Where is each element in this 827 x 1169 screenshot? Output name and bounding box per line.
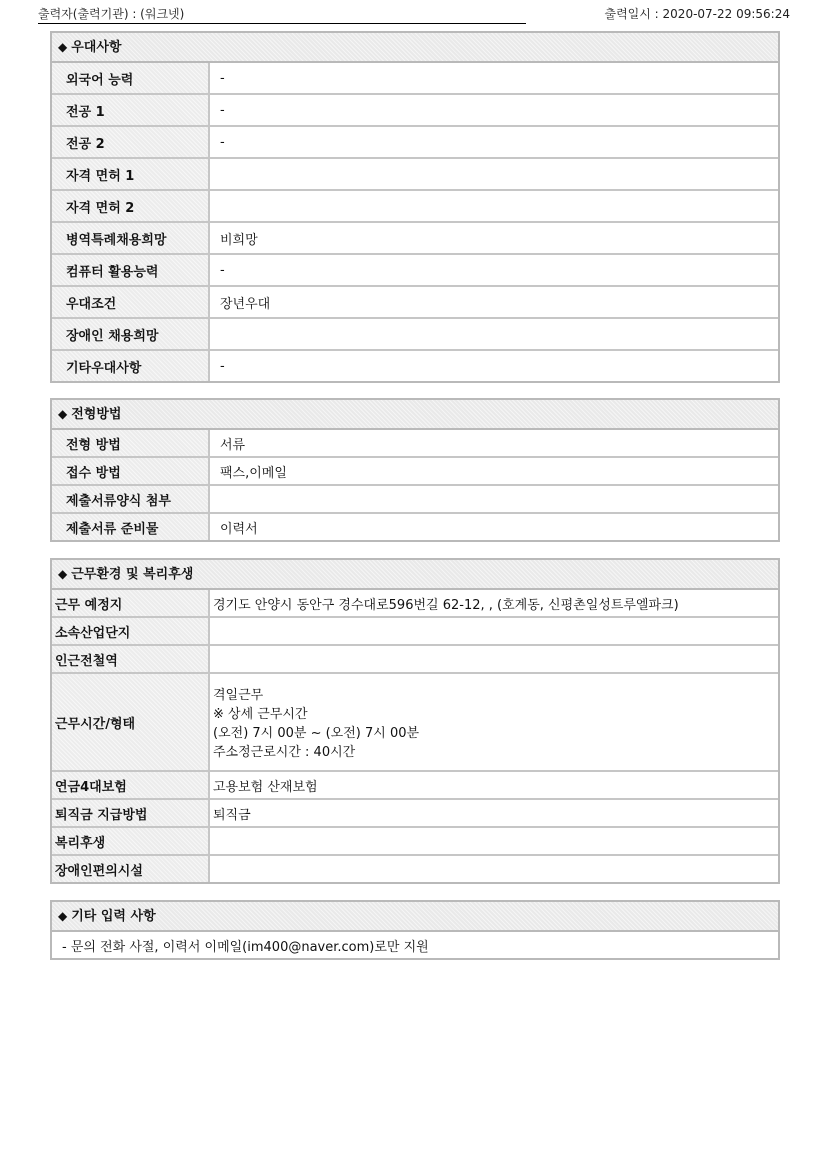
row-value — [210, 828, 778, 854]
etc-section-header — [52, 902, 778, 932]
work-hours-line: 격일근무 — [213, 688, 264, 703]
row-label: 외국어 능력 — [52, 63, 210, 93]
header-rule — [38, 23, 526, 24]
etc-section — [50, 900, 780, 960]
row-label: 제출서류 준비물 — [52, 514, 210, 540]
row-value: 퇴직금 — [213, 807, 251, 823]
table-row — [52, 800, 778, 828]
workenv-section-header — [52, 560, 778, 590]
table-row — [52, 430, 778, 458]
section-title: 기타 입력 사항 — [71, 909, 156, 924]
work-hours-line: 주소정근로시간 : 40시간 — [213, 745, 356, 760]
section-title: 근무환경 및 복리후생 — [71, 567, 194, 582]
row-label: 자격 면허 2 — [52, 191, 210, 221]
table-row — [52, 674, 778, 772]
row-label: 컴퓨터 활용능력 — [52, 255, 210, 285]
row-value: - — [220, 70, 225, 86]
selection-section — [50, 398, 780, 542]
row-value — [210, 486, 778, 512]
row-value: 이력서 — [220, 521, 258, 537]
table-row — [52, 159, 778, 191]
table-row — [52, 772, 778, 800]
selection-section-header — [52, 400, 778, 430]
row-label: 우대조건 — [52, 287, 210, 317]
table-row — [52, 223, 778, 255]
table-row — [52, 828, 778, 856]
etc-text: - 문의 전화 사절, 이력서 이메일(im400@naver.com)로만 지원 — [62, 939, 429, 955]
row-value: 장년우대 — [220, 296, 271, 312]
row-value: 서류 — [220, 437, 246, 453]
row-label: 근무 예정지 — [52, 590, 210, 616]
table-row — [52, 458, 778, 486]
preference-section — [50, 31, 780, 383]
preference-section-header — [52, 33, 778, 63]
row-label: 장애인 채용희망 — [52, 319, 210, 349]
row-label: 병역특례채용희망 — [52, 223, 210, 253]
row-label: 전형 방법 — [52, 430, 210, 456]
row-label: 퇴직금 지급방법 — [52, 800, 210, 826]
table-row — [52, 127, 778, 159]
row-value — [210, 159, 778, 189]
row-value: 경기도 안양시 동안구 경수대로596번길 62-12, , (호계동, 신평촌일성트루엘파크) — [213, 597, 679, 613]
table-row — [52, 618, 778, 646]
row-value — [210, 856, 778, 882]
row-value — [210, 191, 778, 221]
row-value: - — [220, 134, 225, 150]
row-value: - — [220, 102, 225, 118]
table-row — [52, 287, 778, 319]
row-label: 복리후생 — [52, 828, 210, 854]
row-label: 전공 1 — [52, 95, 210, 125]
workenv-section — [50, 558, 780, 884]
table-row — [52, 856, 778, 882]
table-row — [52, 191, 778, 223]
table-row — [52, 646, 778, 674]
diamond-icon: ◆ — [58, 40, 68, 54]
row-label: 인근전철역 — [52, 646, 210, 672]
row-label: 소속산업단지 — [52, 618, 210, 644]
table-row — [52, 319, 778, 351]
row-label: 접수 방법 — [52, 458, 210, 484]
table-row — [52, 486, 778, 514]
row-label: 근무시간/형태 — [52, 674, 210, 770]
row-value — [210, 319, 778, 349]
row-value: - — [220, 262, 225, 278]
table-row — [52, 95, 778, 127]
row-label: 연금4대보험 — [52, 772, 210, 798]
section-title: 우대사항 — [71, 40, 122, 55]
row-value: 비희망 — [220, 232, 258, 248]
row-value: 팩스,이메일 — [220, 465, 287, 481]
row-label: 자격 면허 1 — [52, 159, 210, 189]
table-row — [52, 590, 778, 618]
work-hours-line: (오전) 7시 00분 ~ (오전) 7시 00분 — [213, 726, 420, 741]
table-row — [52, 63, 778, 95]
diamond-icon: ◆ — [58, 909, 68, 923]
row-label: 장애인편의시설 — [52, 856, 210, 882]
table-row — [52, 514, 778, 540]
row-value: - — [220, 358, 225, 374]
print-datetime: 출력일시 : 2020-07-22 09:56:24 — [604, 7, 790, 21]
row-value — [210, 618, 778, 644]
row-value — [210, 646, 778, 672]
diamond-icon: ◆ — [58, 407, 68, 421]
diamond-icon: ◆ — [58, 567, 68, 581]
printer-info: 출력자(출력기관) : (워크넷) — [38, 7, 185, 21]
row-label: 제출서류양식 첨부 — [52, 486, 210, 512]
print-header — [38, 5, 790, 23]
row-label: 기타우대사항 — [52, 351, 210, 381]
work-hours-line: ※ 상세 근무시간 — [213, 707, 308, 722]
work-hours-value — [210, 674, 778, 770]
table-row — [52, 255, 778, 287]
row-label: 전공 2 — [52, 127, 210, 157]
section-title: 전형방법 — [71, 407, 122, 422]
table-row — [52, 351, 778, 381]
row-value: 고용보험 산재보험 — [213, 779, 318, 795]
